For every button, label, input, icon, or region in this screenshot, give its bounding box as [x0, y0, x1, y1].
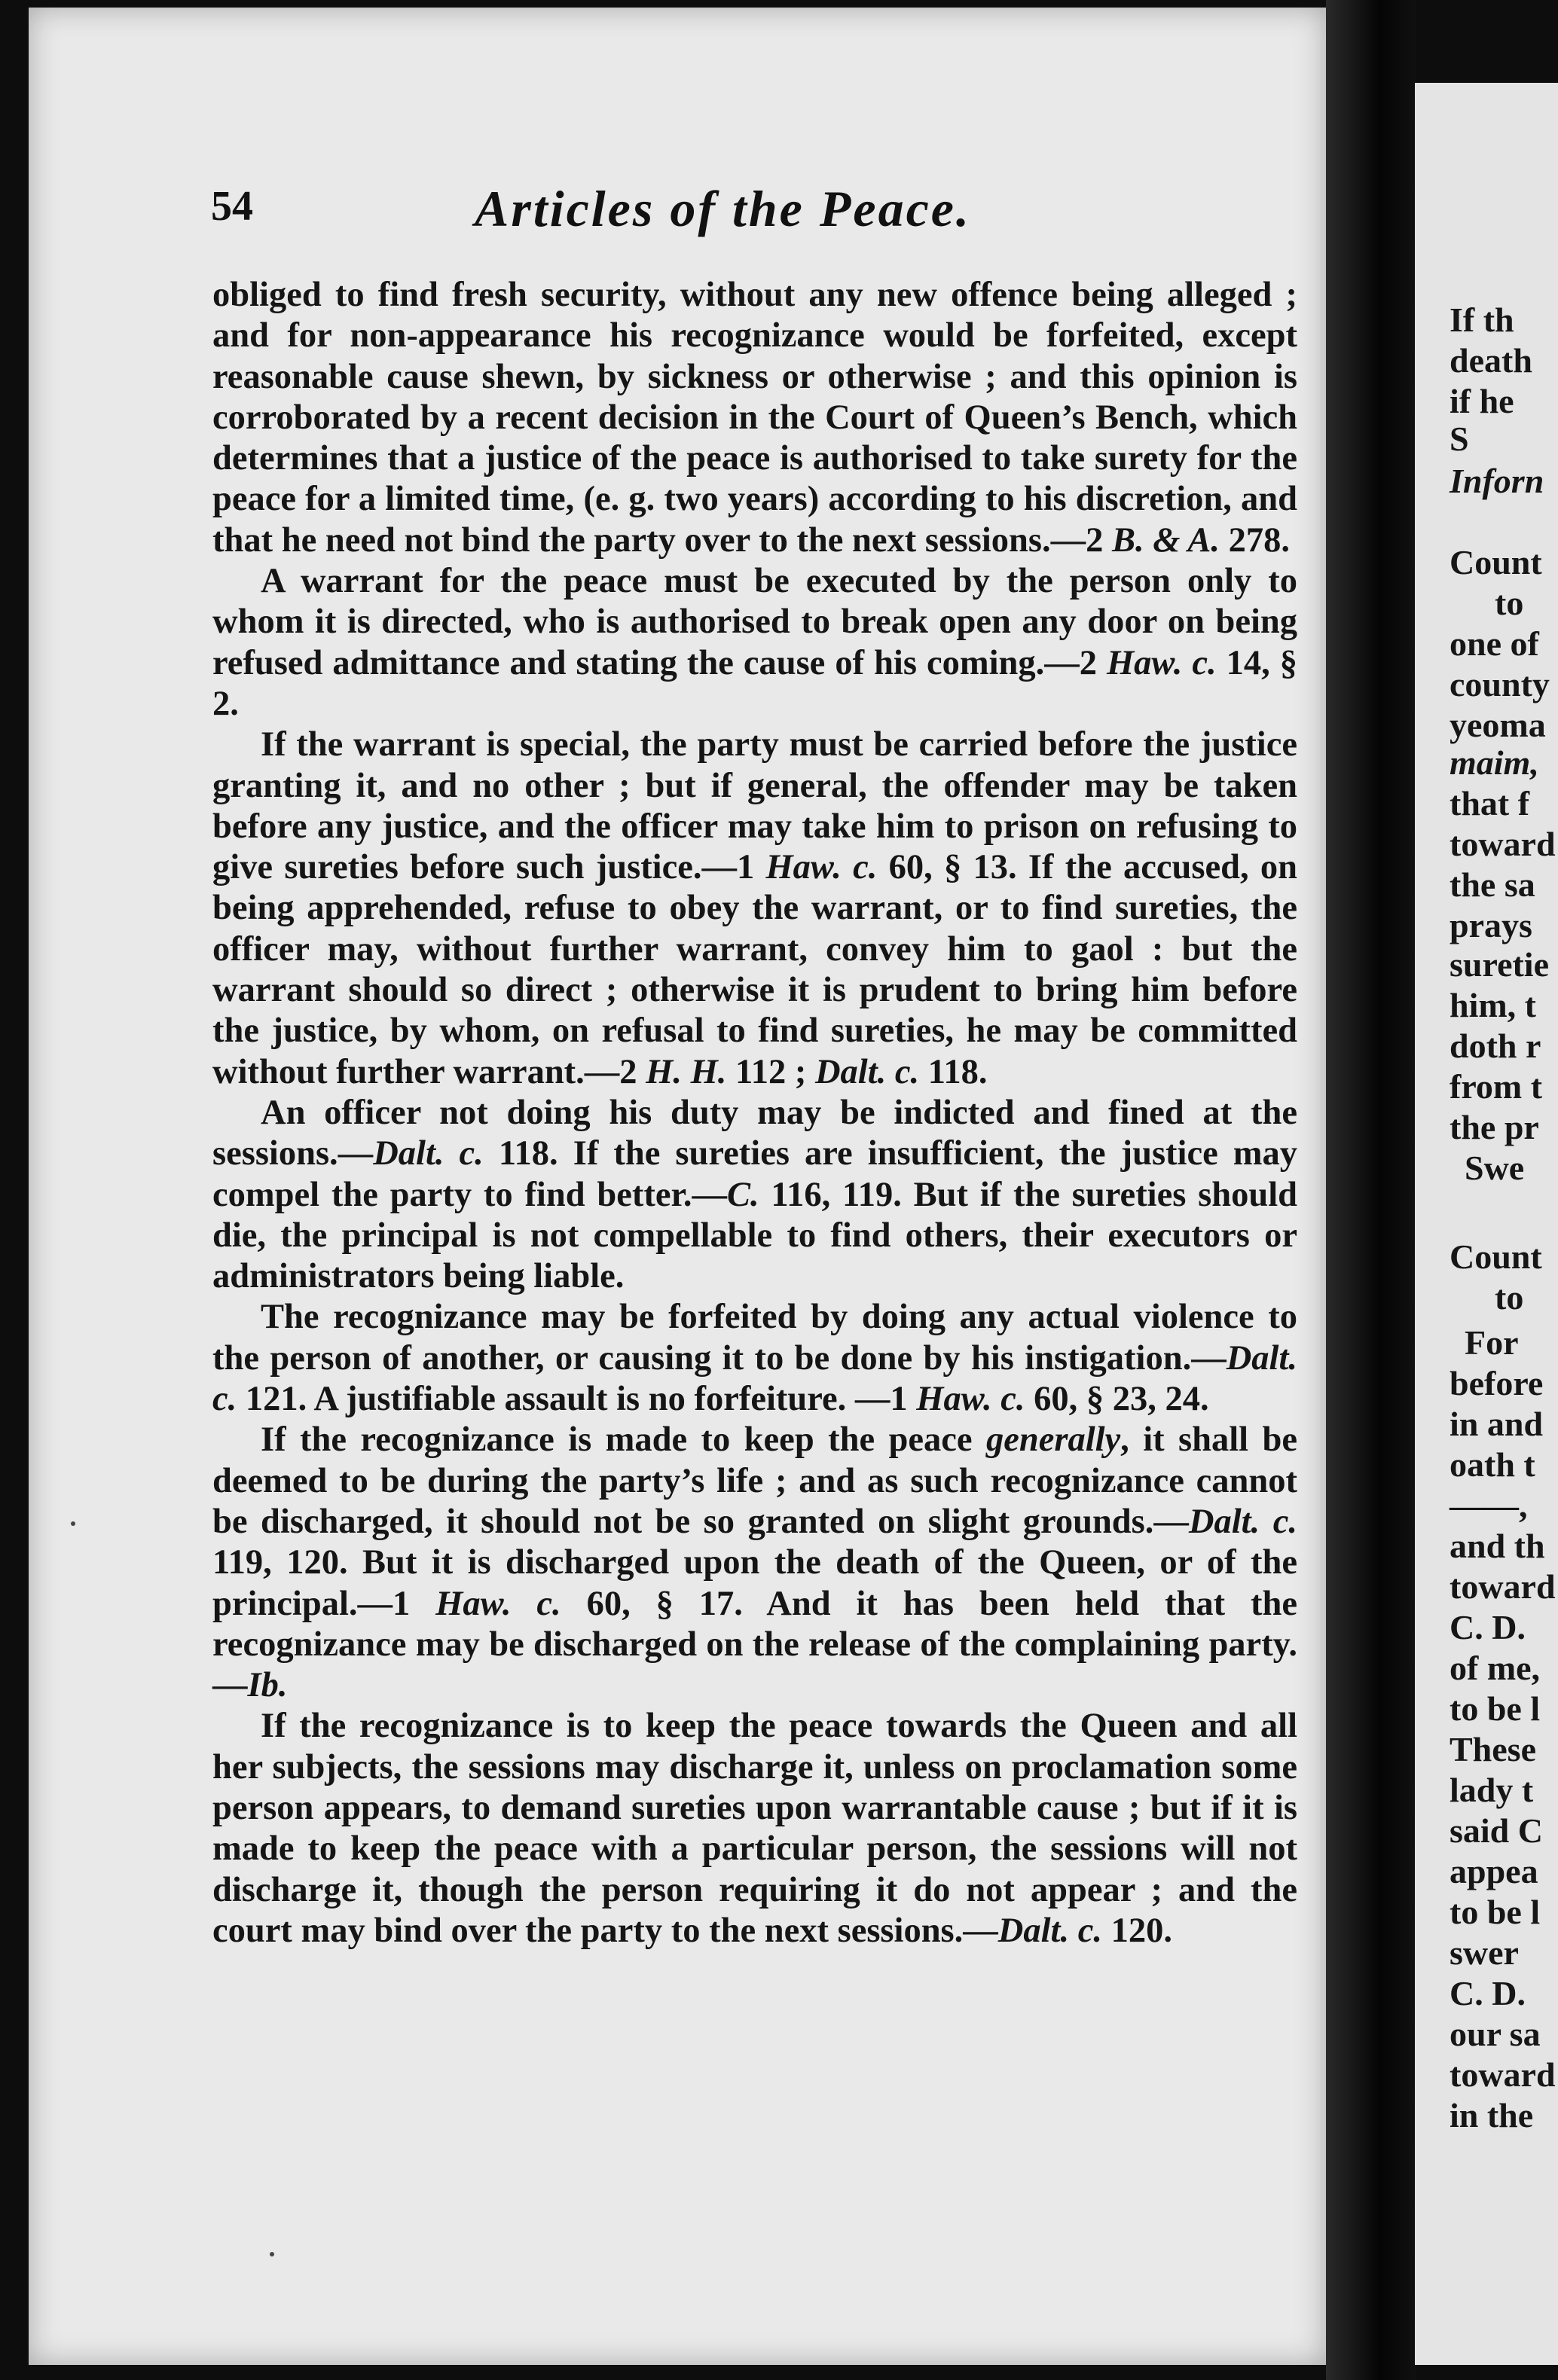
facing-page-line: to [1495, 584, 1524, 622]
facing-page-line: If th [1450, 301, 1514, 339]
facing-page-line: that f [1450, 784, 1530, 822]
facing-page-line: lady t [1450, 1771, 1534, 1809]
facing-page-line: doth r [1450, 1027, 1541, 1065]
facing-page-fragment [1415, 83, 1558, 2365]
book-gutter [1326, 0, 1416, 2380]
citation-text: Dalt. c. [814, 1052, 920, 1091]
facing-page-line: county [1450, 665, 1550, 703]
facing-page-line: in and [1450, 1405, 1544, 1443]
paragraph [212, 1093, 1297, 1297]
paragraph-text: 14, § 2. [212, 643, 1297, 723]
facing-page-line: before [1450, 1364, 1544, 1402]
facing-page-line: toward [1450, 2055, 1556, 2094]
paragraph-text: 60, § 13. If the accused, on being apprehended, refuse to obey the warrant, or to find sureties, the officer may, without further warrant, convey him to gaol : but the warrant should so direct ; otherwise it is prudent to bring him before the justice, by whom, on refusal to find sureties, he may be committed without further warrant.—2 [212, 848, 1297, 1091]
facing-page-line: our sa [1450, 2015, 1541, 2053]
facing-page-line: These [1450, 1730, 1536, 1768]
paragraph-text: An officer not doing his duty may be indicted and fined at the sessions.— [212, 1093, 1297, 1173]
facing-page-line: ——, [1450, 1486, 1528, 1524]
paragraph-text: If the recognizance is made to keep the peace [261, 1420, 986, 1460]
facing-page-line: in the [1450, 2096, 1534, 2134]
facing-page-line: oath t [1450, 1445, 1535, 1484]
facing-page-line: the sa [1450, 865, 1535, 904]
facing-page-line: suretie [1450, 945, 1550, 984]
paragraph-text: 120. [1101, 1911, 1172, 1950]
facing-page-line: to be l [1450, 1689, 1541, 1728]
facing-page-line: the pr [1450, 1108, 1539, 1146]
citation-text: Dalt. c. [1188, 1502, 1297, 1541]
facing-page-line: Count [1450, 1237, 1542, 1276]
citation-text: Ib. [247, 1666, 288, 1705]
page-header [211, 179, 1303, 247]
citation-text: B. & A. [1111, 520, 1220, 560]
paragraph [212, 1420, 1297, 1706]
facing-page-line: to [1495, 1278, 1524, 1317]
facing-page-line: said C [1450, 1811, 1543, 1850]
citation-text: Dalt. c. [373, 1134, 484, 1173]
paragraph-text: 112 ; [726, 1052, 815, 1091]
facing-page-line: him, t [1450, 986, 1536, 1024]
facing-page-line: For [1465, 1323, 1519, 1362]
facing-page-line: Swe [1465, 1149, 1525, 1187]
paragraph-text: 60, § 23, 24. [1025, 1380, 1209, 1419]
paragraph [212, 725, 1297, 1093]
paragraph [212, 1297, 1297, 1420]
facing-page-line: prays [1450, 906, 1532, 944]
facing-page-line: one of [1450, 624, 1539, 663]
paragraph [212, 561, 1297, 725]
facing-page-line: Count [1450, 543, 1542, 581]
facing-page-line: toward [1450, 825, 1556, 863]
paragraph-text: The recognizance may be forfeited by doing any actual violence to the person of another, or causing it to be done by his instigation.— [212, 1298, 1297, 1378]
facing-page-line: from t [1450, 1067, 1543, 1106]
paragraph [212, 1706, 1297, 1951]
body-text [212, 275, 1297, 1951]
paragraph-text: , it shall be deemed to be during the party’s life ; and as such recognizance cannot be discharged, it should not be so granted on slight grounds.— [212, 1420, 1297, 1541]
facing-page-line: of me, [1450, 1649, 1541, 1687]
paragraph-text: If the warrant is special, the party must be carried before the justice granting it, and no other ; but if general, the offender may be taken before any justice, and the officer may take him to prison on refusing to give sureties before such justice.—1 [212, 725, 1297, 887]
citation-text: C. [726, 1175, 759, 1214]
facing-page-line: and th [1450, 1527, 1545, 1565]
paragraph [212, 275, 1297, 561]
facing-page-line: death [1450, 341, 1532, 380]
citation-text: Dalt. c. [212, 1338, 1297, 1419]
facing-page-line: C. D. [1450, 1608, 1526, 1646]
paragraph-text: obliged to find fresh security, without any new offence being alleged ; and for non-appearance his recognizance would be forfeited, except reasonable cause shewn, by sickness or otherwise ; and this opinion is corroborated by a recent decision in the Court of Queen’s Bench, which determines that a justice of the peace is authorised to take surety for the peace for a limited time, (e. g. two years) according to his discretion, and that he need not bind the party over to the next sessions.—2 [212, 276, 1297, 560]
facing-page-line: S [1450, 420, 1469, 458]
citation-text: Haw. c. [1107, 643, 1217, 682]
paragraph-text: 116, 119. But if the sureties should die, the principal is not compellable to find others, their executors or administrators being liable. [212, 1175, 1297, 1296]
citation-text: Haw. c. [435, 1584, 561, 1623]
ink-speck [71, 1521, 75, 1526]
paragraph-text: 118. If the sureties are insufficient, the justice may compel the party to find better.— [212, 1134, 1298, 1214]
facing-page-line: if he [1450, 382, 1514, 420]
paragraph-text: A warrant for the peace must be executed by the person only to whom it is directed, who is authorised to break open any door on being refused admittance and stating the cause of his coming.—2 [212, 562, 1297, 682]
paragraph-text: 119, 120. But it is discharged upon the death of the Queen, or of the principal.—1 [212, 1543, 1297, 1623]
paragraph-text: 121. A justifiable assault is no forfeiture. —1 [237, 1380, 917, 1419]
citation-text: H. H. [646, 1052, 727, 1091]
running-head: Articles of the Peace. [475, 180, 971, 237]
citation-text: Dalt. c. [997, 1911, 1102, 1950]
citation-text: generally [985, 1420, 1121, 1460]
citation-text: Haw. c. [916, 1380, 1025, 1419]
paragraph-text: If the recognizance is to keep the peace towards the Queen and all her subjects, the sessions may discharge it, unless on proclamation some person appears, to demand sureties upon warrantable cause ; but if it is made to keep the peace with a particular person, the sessions will not discharge it, though the person requiring it do not appear ; and the court may bind over the party to the next sessions.— [212, 1707, 1297, 1950]
facing-page-line: appea [1450, 1852, 1538, 1890]
facing-page-line: C. D. [1450, 1974, 1526, 2012]
page-number: 54 [211, 183, 253, 230]
facing-page-line: maim, [1450, 743, 1539, 782]
facing-page-line: toward [1450, 1567, 1556, 1606]
facing-page-line: to be l [1450, 1893, 1541, 1931]
ink-speck [270, 2252, 274, 2256]
paragraph-text: 118. [919, 1052, 988, 1091]
facing-page-line: Inforn [1450, 462, 1544, 500]
facing-page-line: yeoma [1450, 706, 1546, 744]
paragraph-text: 278. [1219, 520, 1290, 560]
facing-page-line: swer [1450, 1933, 1519, 1972]
paragraph-text: 60, § 17. And it has been held that the recognizance may be discharged on the release of the complaining party.— [212, 1584, 1297, 1705]
citation-text: Haw. c. [765, 848, 878, 887]
